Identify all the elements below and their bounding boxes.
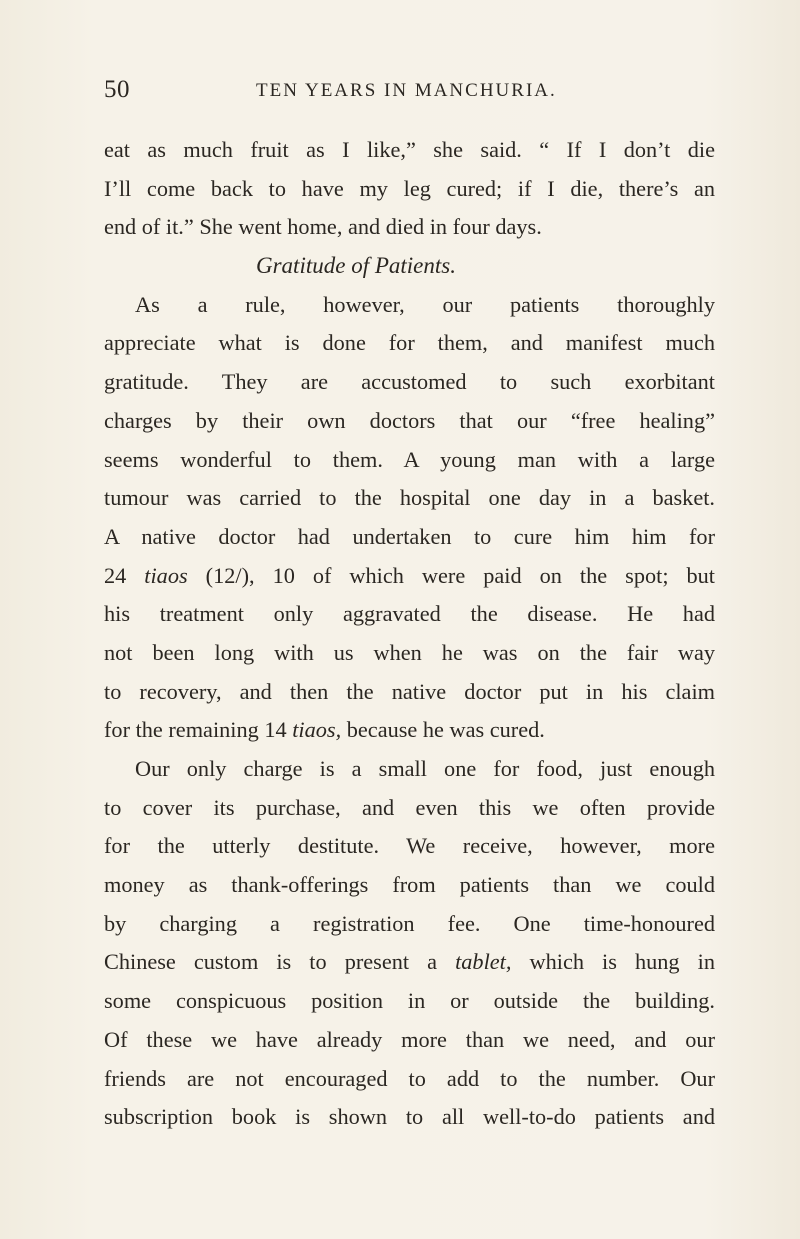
text-line: by charging a registration fee. One time-honoured [104,910,715,936]
text-line: Of these we have already more than we need, and our [104,1026,715,1052]
text-line: to cover its purchase, and even this we often provide [104,794,715,820]
text-line: gratitude. They are accustomed to such exorbitant [104,369,715,395]
italic-term: tiaos [144,562,188,588]
text-line: tumour was carried to the hospital one day in a basket. [104,485,715,511]
text-line: appreciate what is done for them, and manifest much [104,330,715,356]
text-line: end of it.” She went home, and died in four days. [104,214,542,240]
text-line: seems wonderful to them. A young man with a large [104,446,715,472]
text-line: charges by their own doctors that our “free healing” [104,407,715,433]
text-fragment: 24 [104,562,145,588]
running-title: TEN YEARS IN MANCHURIA. [256,80,557,101]
text-line: subscription book is shown to all well-to-do patients and [104,1104,715,1130]
text-fragment: for the remaining 14 [104,717,293,743]
page-body-text [104,131,715,1137]
page-number: 50 [104,76,130,103]
italic-term: tablet, [455,949,512,975]
text-line: his treatment only aggravated the disease. He had [104,601,715,627]
text-line: A native doctor had undertaken to cure him him for [104,523,715,549]
text-line: for the utterly destitute. We receive, however, more [104,833,715,859]
text-line: not been long with us when he was on the fair way [104,639,715,665]
text-fragment: (12/), 10 of which were paid on the spot; but [187,562,715,588]
text-line: money as thank-offerings from patients than we could [104,872,715,898]
text-line: some conspicuous position in or outside the building. [104,988,715,1014]
text-line: friends are not encouraged to add to the number. Our [104,1065,715,1091]
text-line: to recovery, and then the native doctor put in his claim [104,678,715,704]
paragraph-first-line: As a rule, however, our patients thoroughly [135,291,715,317]
text-line [104,711,715,750]
text-fragment: Chinese custom is to present a [104,949,456,975]
text-fragment: which is hung in [511,949,715,975]
text-line: eat as much fruit as I like,” she said. “ If I don’t die [104,137,715,162]
page-header [104,76,714,112]
text-line: I’ll come back to have my leg cured; if I die, there’s an [104,175,715,201]
paragraph-first-line: Our only charge is a small one for food, just enough [135,756,715,781]
text-line [104,943,715,982]
text-line [104,557,715,596]
italic-term: tiaos, [292,717,342,743]
text-fragment: because he was cured. [341,717,545,743]
section-heading: Gratitude of Patients. [256,253,456,279]
